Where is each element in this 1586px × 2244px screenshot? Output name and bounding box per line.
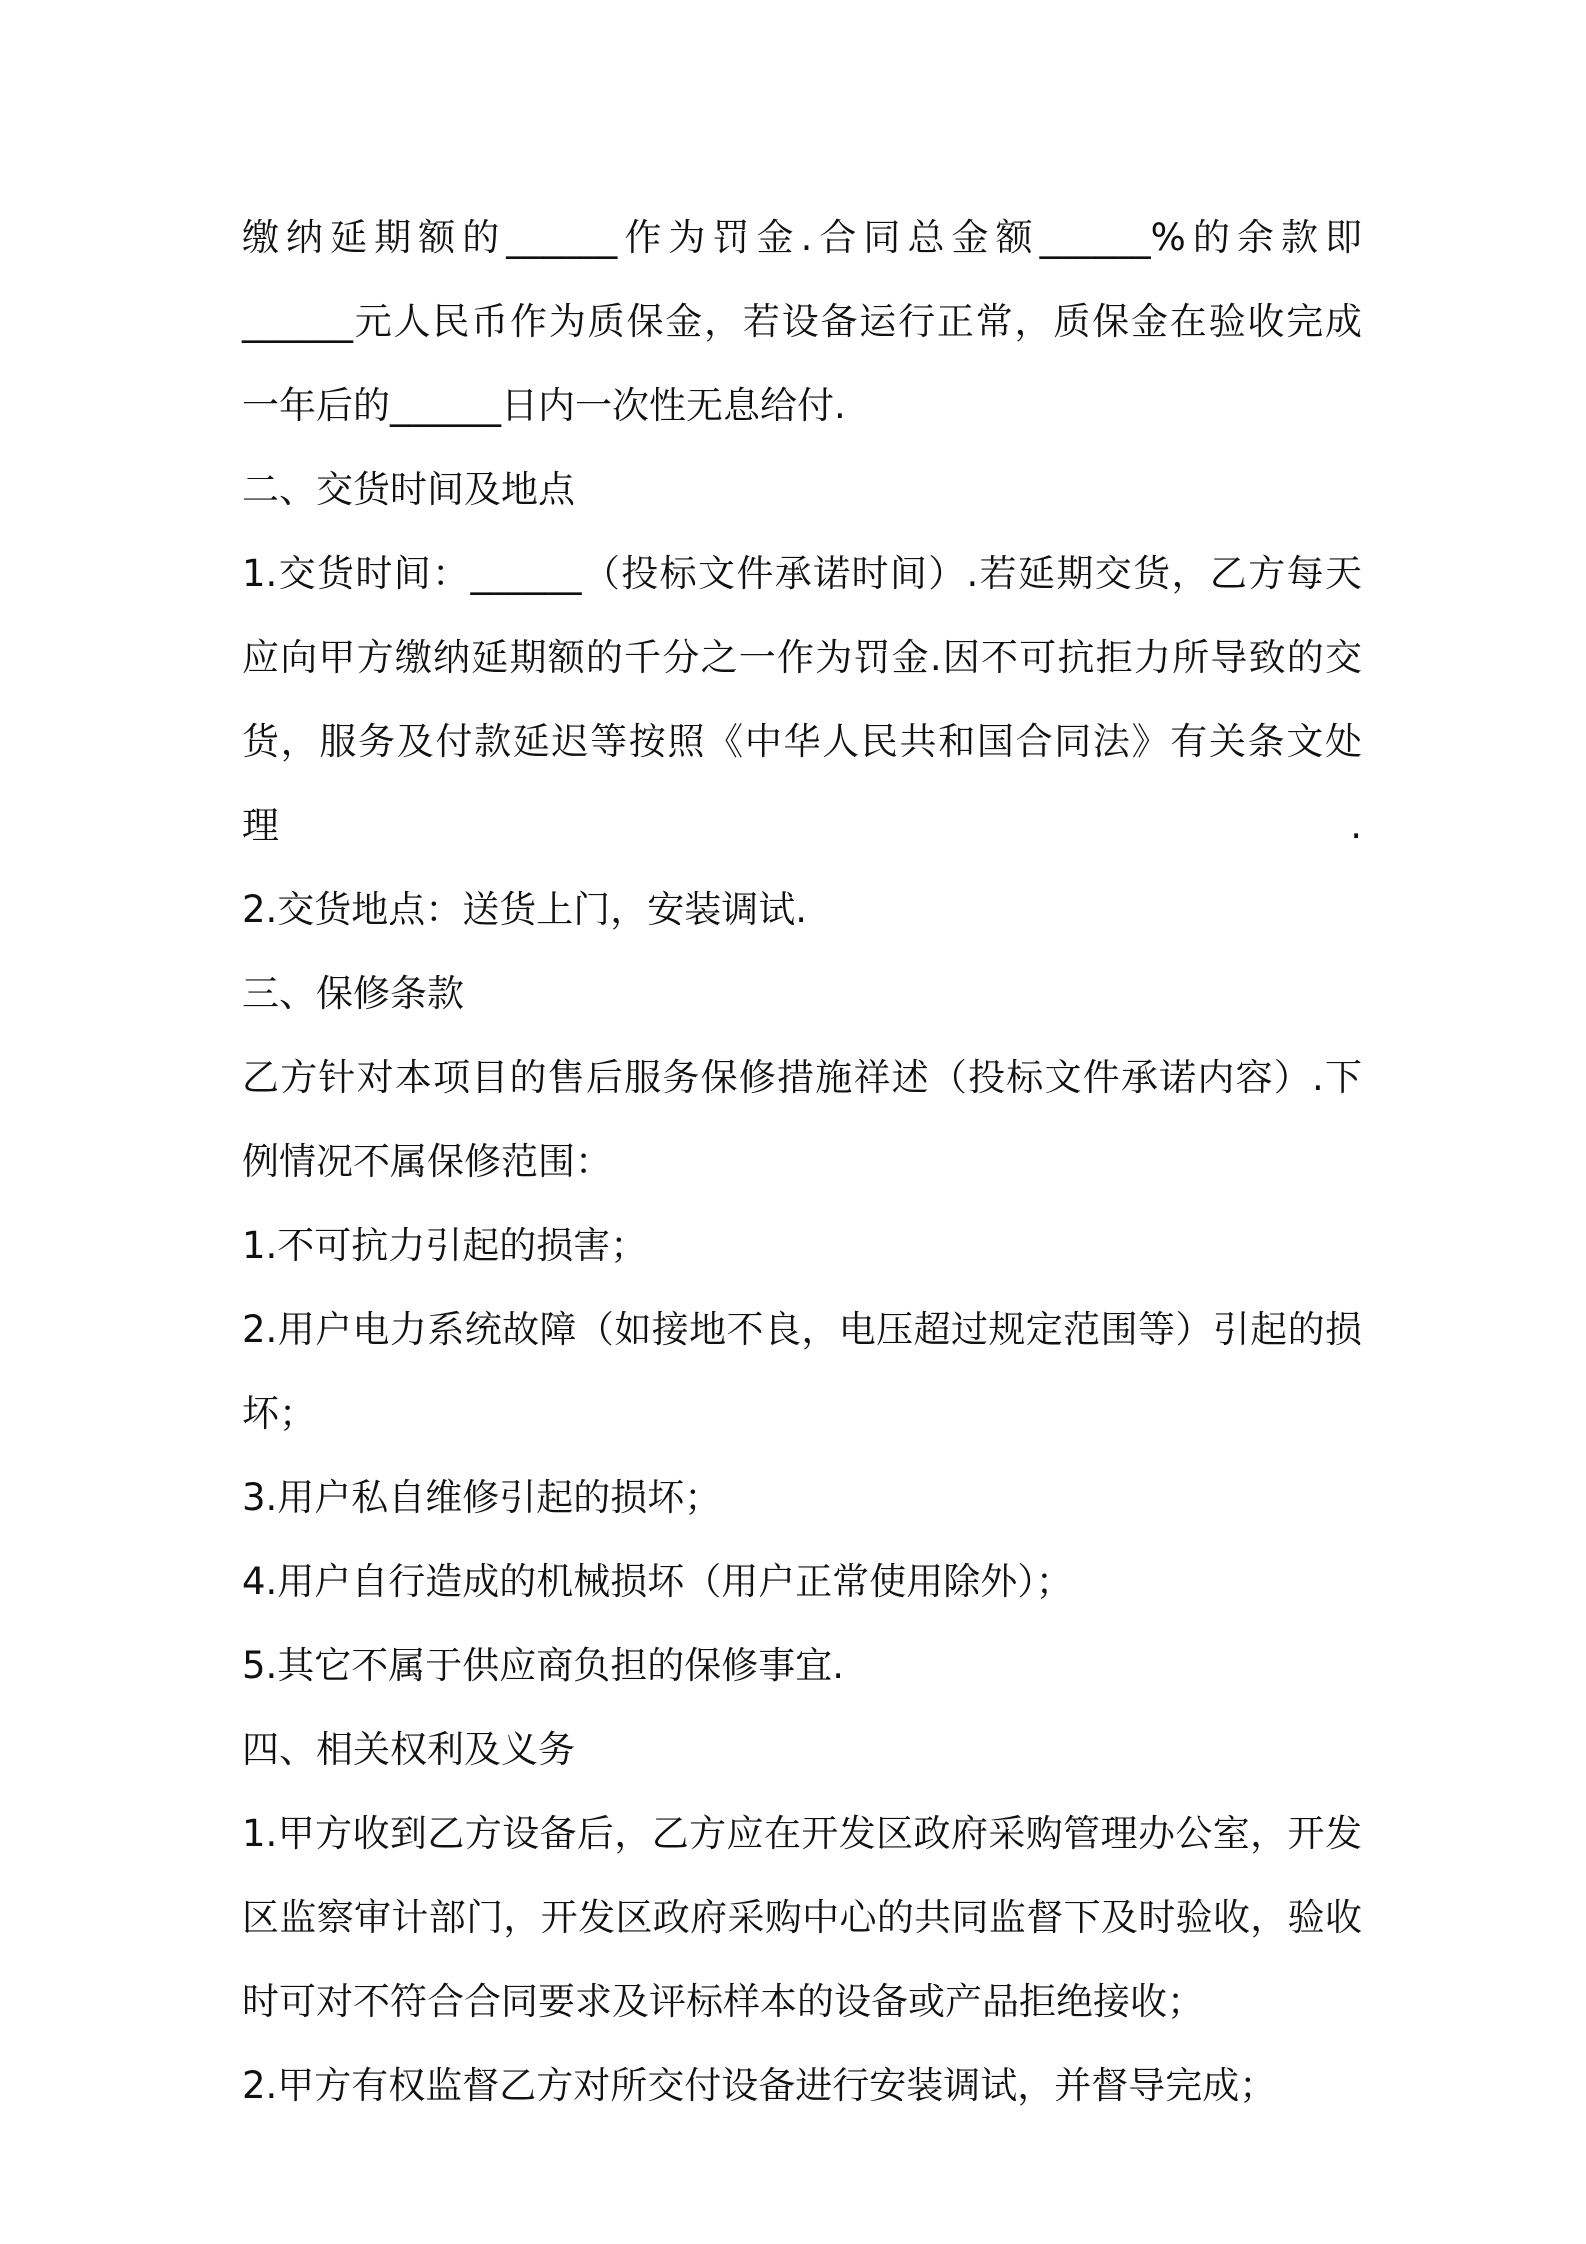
section-heading-rights: 四、相关权利及义务 — [242, 1728, 575, 1771]
list-item: 1.不可抗力引起的损害； — [242, 1224, 648, 1267]
text-line: 2.交货地点：送货上门，安装调试. — [242, 888, 808, 931]
text-line: 时可对不符合合同要求及评标样本的设备或产品拒绝接收； — [242, 1980, 1204, 2023]
list-item: 5.其它不属于供应商负担的保修事宜. — [242, 1644, 845, 1687]
list-item: 2.甲方有权监督乙方对所交付设备进行安装调试，并督导完成； — [242, 2064, 1277, 2107]
list-item: 3.用户私自维修引起的损坏； — [242, 1476, 722, 1519]
text-line: 乙方针对本项目的售后服务保修措施祥述（投标文件承诺内容）.下 — [242, 1056, 1362, 1099]
text-line: 1.交货时间：______（投标文件承诺时间）.若延期交货，乙方每天 — [242, 552, 1362, 595]
section-heading-warranty: 三、保修条款 — [242, 972, 464, 1015]
text-line: 缴纳延期额的______作为罚金.合同总金额______%的余款即 — [242, 216, 1362, 259]
list-item: 4.用户自行造成的机械损坏（用户正常使用除外）； — [242, 1560, 1073, 1603]
text-line: 货，服务及付款延迟等按照《中华人民共和国合同法》有关条文处理. — [242, 720, 1362, 847]
text-line: ______元人民币作为质保金，若设备运行正常，质保金在验收完成 — [242, 300, 1362, 343]
text-line: 区监察审计部门，开发区政府采购中心的共同监督下及时验收，验收 — [242, 1896, 1362, 1939]
document-body — [242, 196, 1362, 2128]
list-item: 1.甲方收到乙方设备后，乙方应在开发区政府采购管理办公室，开发 — [242, 1812, 1362, 1855]
text-line: 应向甲方缴纳延期额的千分之一作为罚金.因不可抗拒力所导致的交 — [242, 636, 1362, 679]
text-line: 例情况不属保修范围： — [242, 1140, 612, 1183]
list-item: 2.用户电力系统故障（如接地不良，电压超过规定范围等）引起的损 — [242, 1308, 1362, 1351]
text-line: 一年后的______日内一次性无息给付. — [242, 384, 846, 427]
text-line: 坏； — [242, 1392, 316, 1435]
section-heading-delivery: 二、交货时间及地点 — [242, 468, 575, 511]
